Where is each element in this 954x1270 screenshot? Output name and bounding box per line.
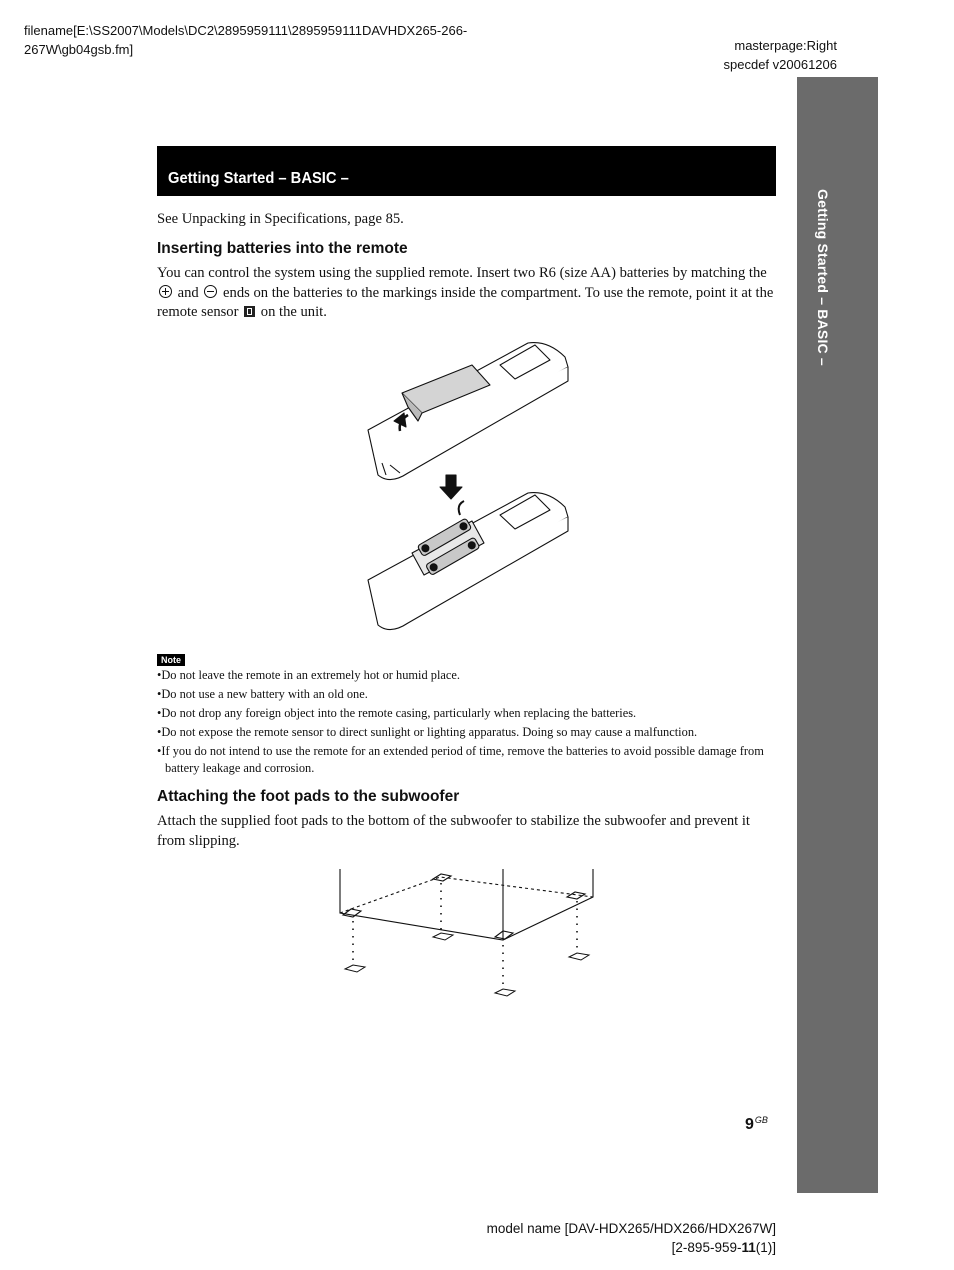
part-code: [487, 1238, 776, 1257]
minus-circle-icon: [204, 285, 217, 298]
plus-circle-icon: [159, 285, 172, 298]
filename-header: filename[E:\SS2007\Models\DC2\2895959111\2895959111DAVHDX265-266-267W\gb04gsb.fm]: [24, 23, 468, 57]
subwoofer-illustration: [335, 865, 600, 1005]
side-tab-label: Getting Started – BASIC –: [815, 189, 831, 366]
page-number-suffix: GB: [754, 1115, 768, 1125]
remote-sensor-icon: [244, 306, 255, 317]
down-arrow-icon: [440, 475, 462, 499]
batteries-text-3: on the unit.: [260, 304, 327, 320]
batteries-paragraph: [157, 264, 777, 323]
intro-text: See Unpacking in Specifications, page 85.: [157, 211, 404, 227]
part-code-bold: 11: [741, 1240, 756, 1255]
page-number: [745, 1115, 768, 1134]
masterpage-label: masterpage:Right: [734, 38, 837, 53]
foot-pad-icon: [345, 933, 589, 996]
batteries-heading: Inserting batteries into the remote: [157, 240, 408, 257]
part-code-prefix: [2-895-959-: [671, 1240, 742, 1255]
foot-pads-paragraph: Attach the supplied foot pads to the bottom of the subwoofer to stabilize the subwoofer and prevent it from slipping.: [157, 813, 750, 849]
note-badge: Note: [157, 654, 185, 666]
specdef-label: specdef v20061206: [723, 57, 837, 72]
note-item: • Do not use a new battery with an old one.: [157, 686, 777, 704]
section-header-bar: [157, 146, 776, 196]
part-code-suffix: (1)]: [755, 1240, 776, 1255]
subwoofer-body: [340, 869, 593, 940]
batteries-text-2: ends on the batteries to the markings inside the compartment. To use the remote, point it at the remote sensor: [157, 284, 774, 320]
batteries-text-and: and: [177, 284, 199, 301]
side-tab: [797, 77, 878, 1193]
foot-pad-mark: [343, 874, 585, 939]
foot-pads-heading: Attaching the foot pads to the subwoofer: [157, 788, 460, 805]
note-item: • Do not drop any foreign object into the remote casing, particularly when replacing the batteries.: [157, 705, 777, 723]
masterpage-header: [724, 36, 837, 74]
note-item: • If you do not intend to use the remote for an extended period of time, remove the batteries to avoid possible damage from battery leakage and corrosion.: [157, 743, 777, 778]
page-number-value: 9: [745, 1116, 754, 1133]
section-title: Getting Started – BASIC –: [168, 170, 349, 187]
note-item: • Do not leave the remote in an extremely hot or humid place.: [157, 667, 777, 685]
batteries-text-1: You can control the system using the supplied remote. Insert two R6 (size AA) batteries by matching the: [157, 265, 767, 281]
footer: [487, 1219, 776, 1257]
note-item: • Do not expose the remote sensor to direct sunlight or lighting apparatus. Doing so may cause a malfunction.: [157, 724, 777, 742]
note-list: [157, 667, 777, 779]
remote-battery-illustration: [360, 335, 575, 635]
model-name: model name [DAV-HDX265/HDX266/HDX267W]: [486, 1221, 776, 1236]
